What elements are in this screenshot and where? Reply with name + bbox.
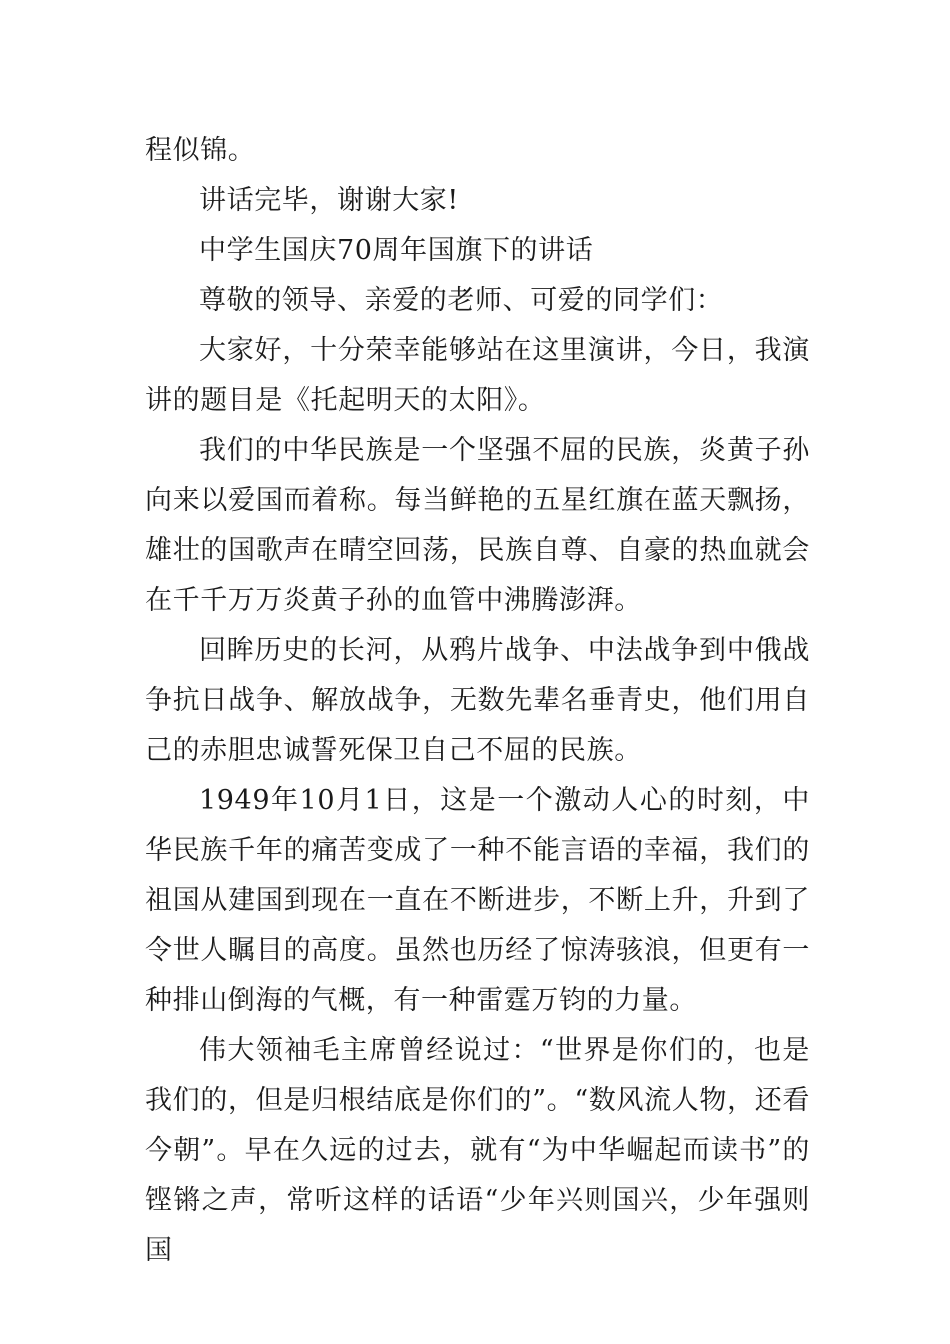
paragraph-intro: 大家好，十分荣幸能够站在这里演讲，今日，我演讲的题目是《托起明天的太阳》。 xyxy=(145,335,810,416)
paragraph-nation: 我们的中华民族是一个坚强不屈的民族，炎黄子孙向来以爱国而着称。每当鲜艳的五星红旗在蓝天飘扬，雄壮的国歌声在晴空回荡，民族自尊、自豪的热血就会在千千万万炎黄子孙的血管中沸腾澎湃。 xyxy=(145,435,810,616)
salutation: 尊敬的领导、亲爱的老师、可爱的同学们： xyxy=(199,285,724,316)
document-body xyxy=(145,126,810,1276)
speech-title: 中学生国庆70周年国旗下的讲话 xyxy=(199,235,594,266)
paragraph-history: 回眸历史的长河，从鸦片战争、中法战争到中俄战争抗日战争、解放战争，无数先辈名垂青史，他们用自己的赤胆忠诚誓死保卫自己不屈的民族。 xyxy=(145,635,810,766)
paragraph-mao-quote: 伟大领袖毛主席曾经说过：“世界是你们的，也是我们的，但是归根结底是你们的”。“数风流人物，还看今朝”。早在久远的过去，就有“为中华崛起而读书”的铿锵之声，常听这样的话语“少年兴则国兴，少年强则国 xyxy=(145,1035,810,1266)
paragraph-1949: 1949年10月1日，这是一个激动人心的时刻，中华民族千年的痛苦变成了一种不能言语的幸福，我们的祖国从建国到现在一直在不断进步，不断上升，升到了令世人瞩目的高度。虽然也历经了惊涛骇浪，但更有一种排山倒海的气概，有一种雷霆万钧的力量。 xyxy=(145,785,810,1016)
paragraph-continuation: 程似锦。 xyxy=(145,135,256,166)
paragraph-closing: 讲话完毕，谢谢大家! xyxy=(199,185,459,216)
